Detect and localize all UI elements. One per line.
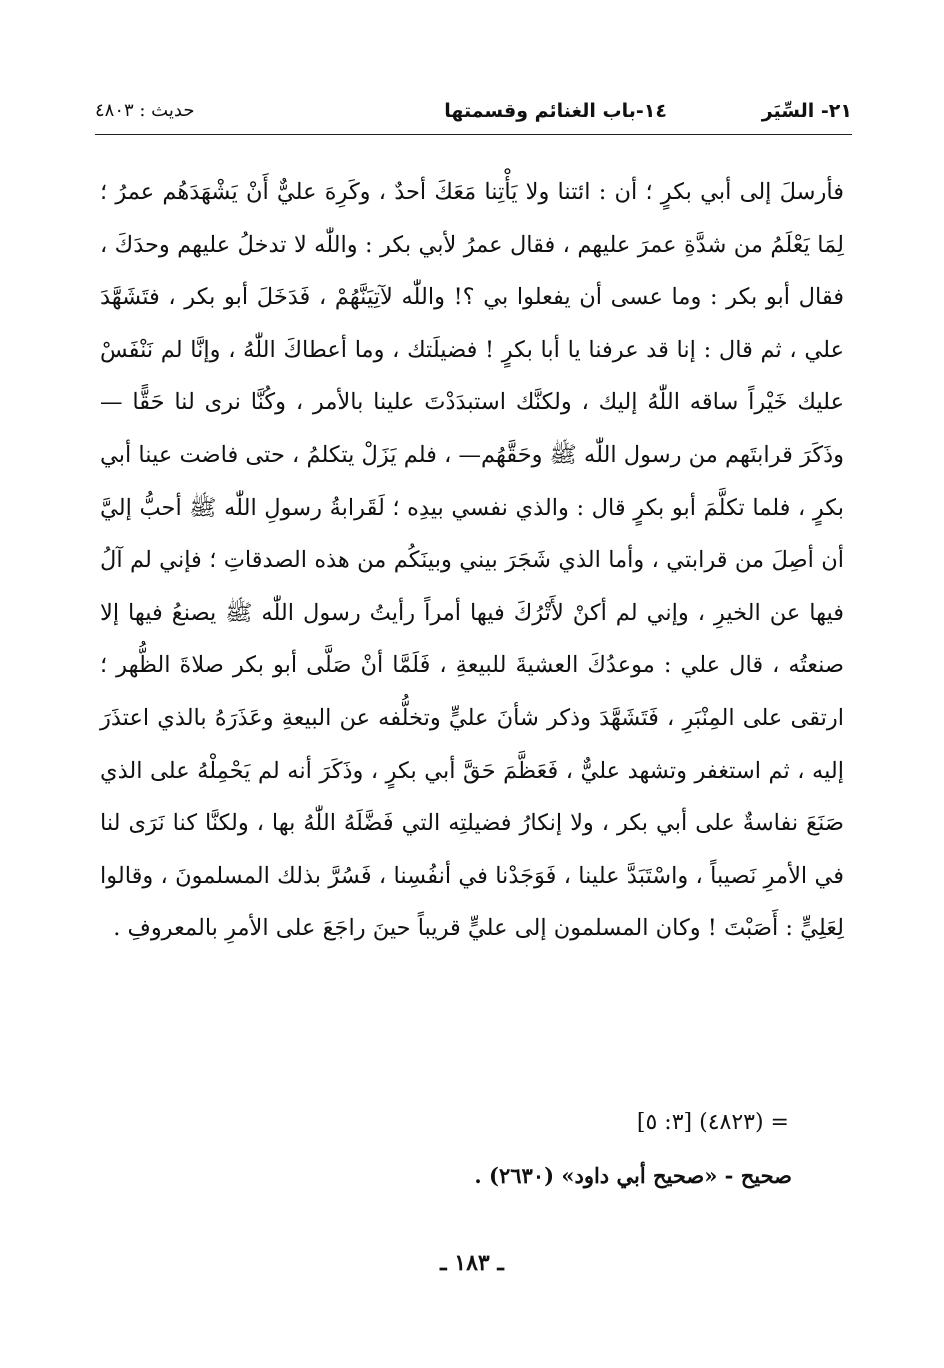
running-header: [95, 96, 852, 130]
header-divider: [95, 134, 852, 135]
hadith-grade: صحيح - «صحيح أبي داود» (٢٦٣٠) .: [474, 1163, 792, 1188]
hadith-reference: = (٤٨٢٣) [٣: ٥]: [636, 1110, 789, 1135]
hadith-number: حديث : ٤٨٠٣: [95, 100, 195, 121]
hadith-paragraph: فأرسلَ إلى أبي بكرٍ ؛ أن : ائتنا ولا يَأْتِنا مَعَكَ أحدٌ ، وكَرِهَ عليٌّ أَنْ يَشْهَدَهُم عمرُ ؛ لِمَا يَعْلَمُ من شدَّةِ عمرَ عليهم ، فقال عمرُ لأبي بكر : واللّٰه لا تدخلُ عليهم وحدَكَ ، فقال أبو بكر : وما عسى أن يفعلوا بي ؟! واللّٰه لآتِيَنَّهُمْ ، فَدَخَلَ أبو بكر ، فتَشَهَّدَ علي ، ثم قال : إنا قد عرفنا يا أبا بكرٍ ! فضيلَتك ، وما أعطاكَ اللّٰهُ ، وإنَّا لم نَنْفَسْ عليك خَيْراً ساقه اللّٰهُ إليك ، ولكنَّك استبدَدْتَ علينا بالأمر ، وكُنَّا نرى لنا حَقًّا —وذَكَرَ قرابتَهم من رسول اللّٰه ﷺ وحَقَّهُم— ، فلم يَزَلْ يتكلمُ ، حتى فاضت عينا أبي بكرٍ ، فلما تكلَّمَ أبو بكرٍ قال : والذي نفسي بيدِه ؛ لَقَرابةُ رسولِ اللّٰه ﷺ أحبُّ إليَّ أن أصِلَ من قرابتي ، وأما الذي شَجَرَ بيني وبينَكُم من هذه الصدقاتِ ؛ فإني لم آلُ فيها عن الخيرِ ، وإني لم أكنْ لأَتْرُكَ فيها أمراً رأيتُ رسول اللّٰه ﷺ يصنعُ فيها إلا صنعتُه ، قال علي : موعدُكَ العشيةَ للبيعةِ ، فَلَمَّا أنْ صَلَّى أبو بكر صلاةَ الظُّهر ؛ ارتقى على المِنْبَرِ ، فَتَشَهَّدَ وذكر شأنَ عليٍّ وتخلُّفه عن البيعةِ وعَذَرَهُ بالذي اعتذَرَ إليه ، ثم استغفر وتشهد عليٌّ ، فَعَظَّمَ حَقَّ أبي بكرٍ ، وذَكَرَ أنه لم يَحْمِلْهُ على الذي صَنَعَ نفاسةٌ على أبي بكر ، ولا إنكارُ فضيلتِه التي فَضَّلَهُ اللّٰهُ بها ، ولكنَّا كنا نَرَى لنا في الأمرِ نَصيباً ، واسْتَبَدَّ علينا ، فَوَجَدْنا في أنفُسِنا ، فَسُرَّ بذلك المسلمونَ ، وقالوا لِعَلِيٍّ : أَصَبْتَ ! وكان المسلمون إلى عليٍّ قريباً حينَ راجَعَ على الأمرِ بالمعروفِ .: [100, 179, 844, 942]
hadith-text: [100, 166, 844, 955]
chapter-title: ١٤-باب الغنائم وقسمتها: [444, 100, 667, 122]
book-title: ٢١- السِّيَر: [761, 100, 852, 122]
page-number: ـ ١٨٣ ـ: [440, 1250, 504, 1276]
